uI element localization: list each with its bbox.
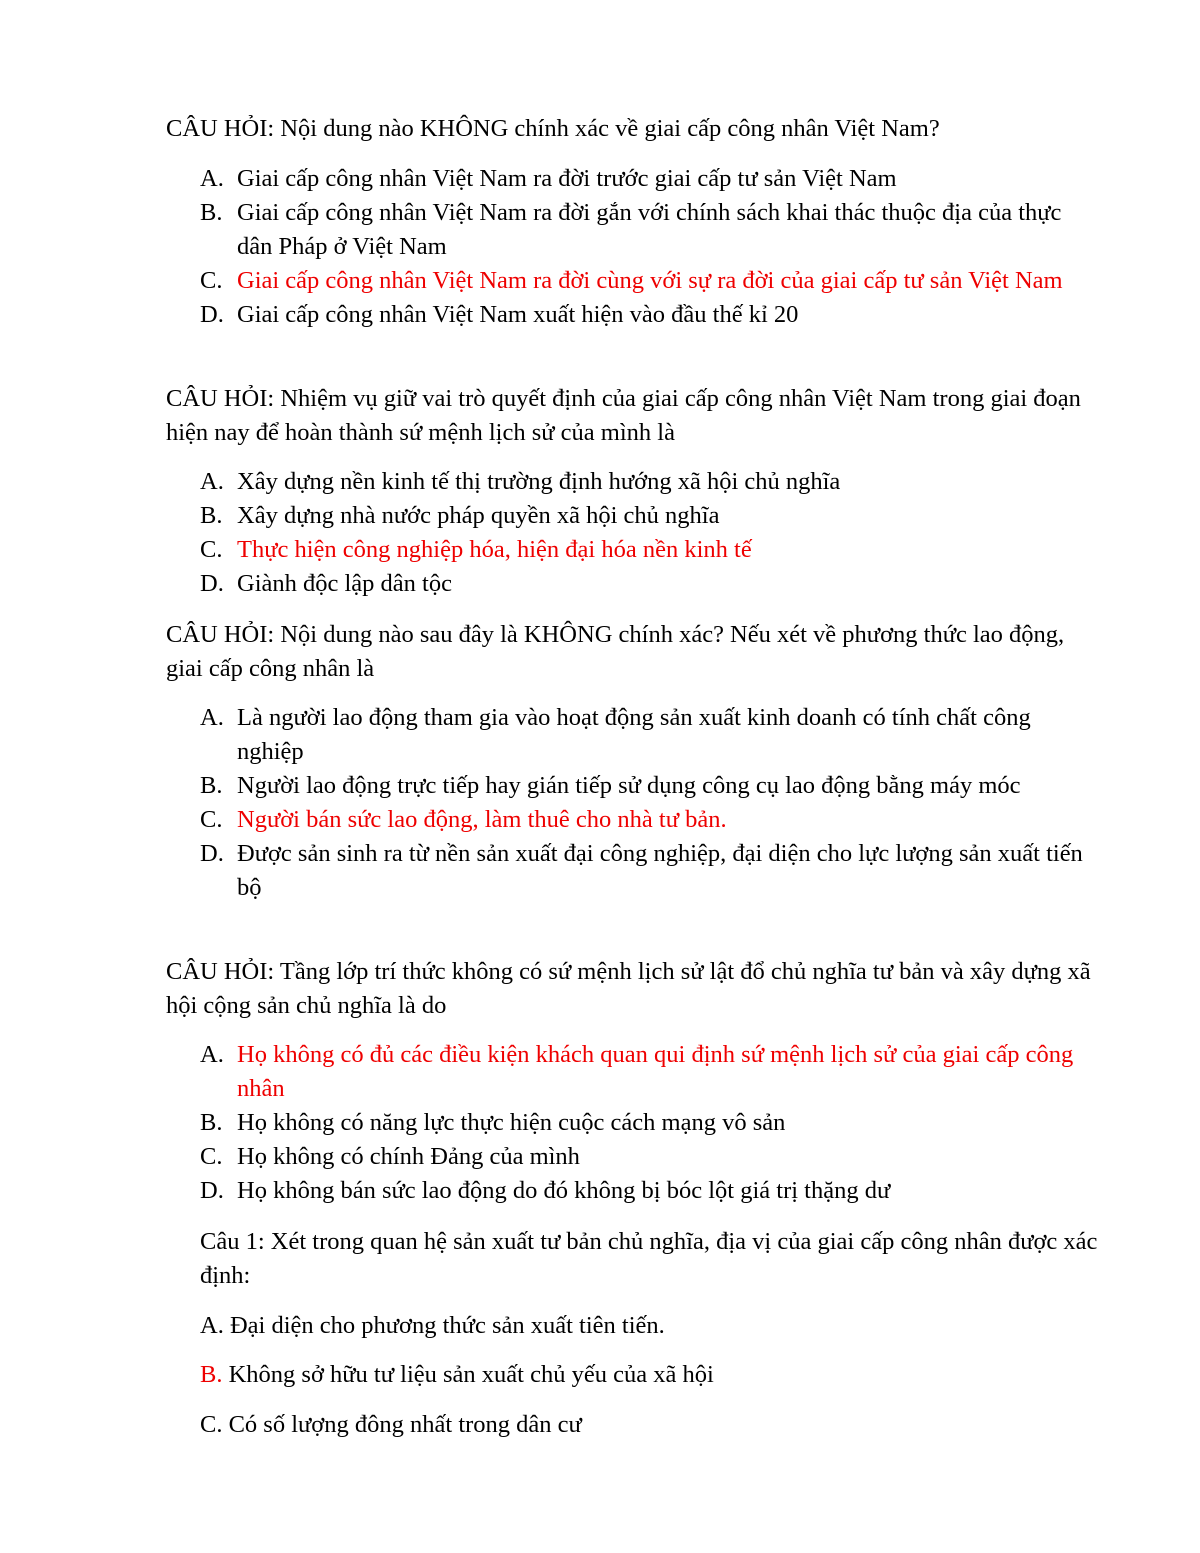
option-text: Giai cấp công nhân Việt Nam xuất hiện vào đầu thế kỉ 20 [237,301,799,328]
option-letter: C. [200,267,223,294]
option-text-correct: Họ không có đủ các điều kiện khách quan qui định sứ mệnh lịch sử của giai cấp công nhân [237,1041,1074,1102]
option-letter-correct: B. [200,1361,223,1388]
question-3-option-a [200,701,1100,769]
option-text: Là người lao động tham gia vào hoạt động sản xuất kinh doanh có tính chất công nghiệp [237,704,1031,765]
option-letter: D. [200,840,224,867]
option-letter: B. [200,199,223,226]
question-1-option-d [200,298,1100,332]
option-text: Người lao động trực tiếp hay gián tiếp sử dụng công cụ lao động bằng máy móc [237,772,1021,799]
question-5-option-b [200,1358,1100,1392]
question-4-option-a [200,1038,1100,1106]
option-text: Họ không bán sức lao động do đó không bị bóc lột giá trị thặng dư [237,1177,891,1204]
option-letter: C. [200,536,223,563]
option-text: Xây dựng nhà nước pháp quyền xã hội chủ nghĩa [237,502,720,529]
option-letter: C. [200,1411,223,1438]
option-letter: A. [200,1041,224,1068]
option-letter: B. [200,502,223,529]
question-4-option-d [200,1174,1100,1208]
question-2-option-c [200,533,1100,567]
option-letter: B. [200,1109,223,1136]
question-1-option-c [200,264,1100,298]
option-letter: A. [200,1312,224,1339]
option-letter: A. [200,704,224,731]
option-letter: D. [200,301,224,328]
option-text: Giai cấp công nhân Việt Nam ra đời gắn với chính sách khai thác thuộc địa của thực dân Pháp ở Việt Nam [237,199,1062,260]
option-text: Đại diện cho phương thức sản xuất tiên tiến. [229,1312,665,1339]
question-3-option-c [200,803,1100,837]
question-1-option-b [200,196,1100,264]
question-5: Câu 1: Xét trong quan hệ sản xuất tư bản chủ nghĩa, địa vị của giai cấp công nhân được xác định: [200,1228,1098,1289]
option-text: Được sản sinh ra từ nền sản xuất đại công nghiệp, đại diện cho lực lượng sản xuất tiến bộ [237,840,1083,901]
option-letter: D. [200,570,224,597]
question-1-options [200,162,1100,332]
question-4-option-b [200,1106,1100,1140]
option-text: Có số lượng đông nhất trong dân cư [228,1411,582,1438]
option-letter: C. [200,1143,223,1170]
option-text: Không sở hữu tư liệu sản xuất chủ yếu của xã hội [228,1361,714,1388]
option-text: Giai cấp công nhân Việt Nam ra đời trước giai cấp tư sản Việt Nam [237,165,897,192]
option-letter: A. [200,468,224,495]
option-letter: B. [200,772,223,799]
question-5-option-c [200,1408,1100,1442]
option-letter: D. [200,1177,224,1204]
option-text-correct: Người bán sức lao động, làm thuê cho nhà tư bản. [237,806,727,833]
question-3-option-b [200,769,1100,803]
question-2-options [200,465,1100,601]
option-text-correct: Thực hiện công nghiệp hóa, hiện đại hóa nền kinh tế [237,536,752,563]
question-4-options [200,1038,1100,1208]
option-text-correct: Giai cấp công nhân Việt Nam ra đời cùng với sự ra đời của giai cấp tư sản Việt Nam [237,267,1063,294]
option-text: Giành độc lập dân tộc [237,570,452,597]
question-2-option-b [200,499,1100,533]
question-2-option-a [200,465,1100,499]
question-3: CÂU HỎI: Nội dung nào sau đây là KHÔNG chính xác? Nếu xét về phương thức lao động, giai cấp công nhân là [166,621,1065,682]
option-letter: A. [200,165,224,192]
question-4-option-c [200,1140,1100,1174]
question-1: CÂU HỎI: Nội dung nào KHÔNG chính xác về giai cấp công nhân Việt Nam? [166,115,940,142]
question-5-option-a [200,1309,1100,1343]
option-letter: C. [200,806,223,833]
option-text: Xây dựng nền kinh tế thị trường định hướng xã hội chủ nghĩa [237,468,841,495]
question-3-options [200,701,1100,905]
option-text: Họ không có chính Đảng của mình [237,1143,580,1170]
question-4: CÂU HỎI: Tầng lớp trí thức không có sứ mệnh lịch sử lật đổ chủ nghĩa tư bản và xây dựng xã hội cộng sản chủ nghĩa là do [166,958,1091,1019]
option-text: Họ không có năng lực thực hiện cuộc cách mạng vô sản [237,1109,786,1136]
question-2-option-d [200,567,1100,601]
question-2: CÂU HỎI: Nhiệm vụ giữ vai trò quyết định của giai cấp công nhân Việt Nam trong giai đoạn hiện nay để hoàn thành sứ mệnh lịch sử của mình là [166,385,1081,446]
question-1-option-a [200,162,1100,196]
question-3-option-d [200,837,1100,905]
